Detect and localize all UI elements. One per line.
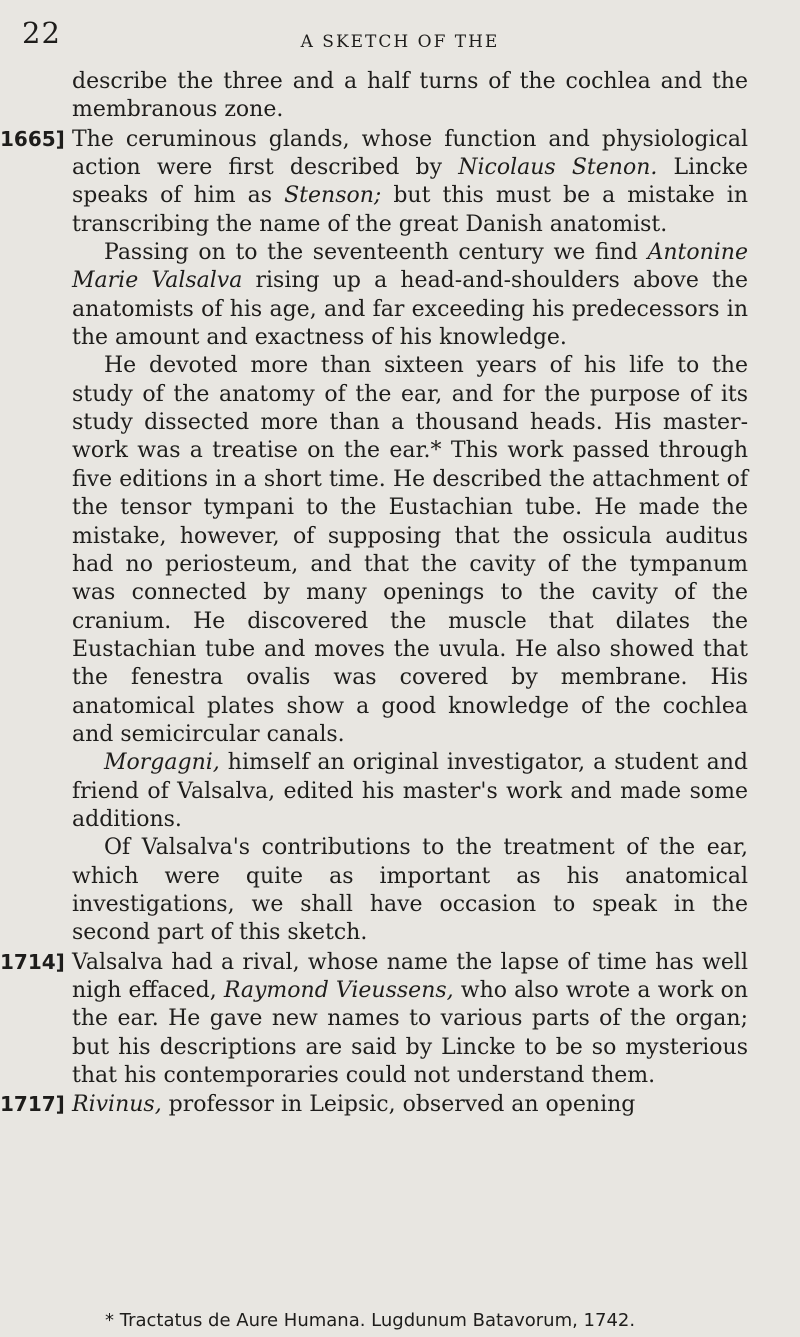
paragraph-2-text-c: but this must be a mistake in transcribing the name of the great Danish anatomist. xyxy=(72,183,748,237)
name-nicolaus-stenon: Nicolaus Stenon. xyxy=(458,155,658,181)
paragraph-3-text-b: rising up a head-and-shoulders above the anatomists of his age, and far exceeding his predecessors in the amount and exactness of his knowledge. xyxy=(72,268,748,351)
paragraph-8 xyxy=(0,1090,748,1119)
name-rivinus: Rivinus, xyxy=(72,1092,162,1118)
paragraph-2-text-a: The ceruminous glands, whose function and physiological action were first described by xyxy=(72,126,748,181)
margin-year-1665: 1665] xyxy=(0,126,65,151)
paragraph-7 xyxy=(0,948,748,1091)
paragraph-2 xyxy=(0,125,749,239)
text-body xyxy=(0,68,749,1120)
paragraph-1 xyxy=(72,68,748,125)
paragraph-7-text-b: who also wrote a work on the ear. He gave new names to various parts of the organ; but his descriptions are said by Lincke to be so mysterious that his contemporaries could not understand them. xyxy=(72,978,748,1089)
running-title: A SKETCH OF THE xyxy=(300,32,500,52)
paragraph-6-text: Of Valsalva's contributions to the treatment of the ear, which were quite as important as his anatomical investigations, we shall have occasion to speak in the second part of this sketch. xyxy=(72,835,748,946)
paragraph-5 xyxy=(72,749,748,834)
paragraph-3 xyxy=(72,239,748,352)
paragraph-4 xyxy=(72,352,748,749)
name-valsalva: Antonine Marie Valsalva xyxy=(72,240,748,294)
margin-year-1717: 1717] xyxy=(0,1092,65,1117)
footnote: * Tractatus de Aure Humana. Lugdunum Batavorum, 1742. xyxy=(105,1310,636,1331)
paragraph-5-text: himself an original investigator, a student and friend of Valsalva, edited his master's work and made some additions. xyxy=(72,750,748,832)
name-morgagni: Morgagni, xyxy=(104,750,220,776)
paragraph-4-text: He devoted more than sixteen years of his life to the study of the anatomy of the ear, and for the purpose of its study dissected more than a thousand heads. His master-work was a treatise on the ear.* This work passed through five editions in a short time. He described the attachment of the tensor tympani to the Eustachian tube. He made the mistake, however, of supposing that the ossicula auditus had no periosteum, and that the cavity of the tympanum was connected by many openings to the cavity of the cranium. He discovered the muscle that dilates the Eustachian tube and moves the uvula. He also showed that the fenestra ovalis was covered by membrane. His anatomical plates show a good knowledge of the cochlea and semicircular canals. xyxy=(72,353,748,747)
paragraph-1-text: describe the three and a half turns of the cochlea and the membranous zone. xyxy=(72,69,748,123)
name-vieussens: Raymond Vieussens, xyxy=(223,978,454,1003)
paragraph-8-text: professor in Leipsic, observed an opening xyxy=(161,1092,636,1118)
page-number: 22 xyxy=(22,16,61,50)
paragraph-6 xyxy=(72,834,748,947)
paragraph-2-text-b: Lincke speaks of him as xyxy=(72,155,749,209)
paragraph-7-text-a: Valsalva had a rival, whose name the lapse of time has well nigh effaced, xyxy=(72,949,748,1003)
paragraph-3-text-a: Passing on to the seventeenth century we find xyxy=(104,240,648,266)
name-stenson: Stenson; xyxy=(284,183,382,209)
margin-year-1714: 1714] xyxy=(0,949,65,974)
